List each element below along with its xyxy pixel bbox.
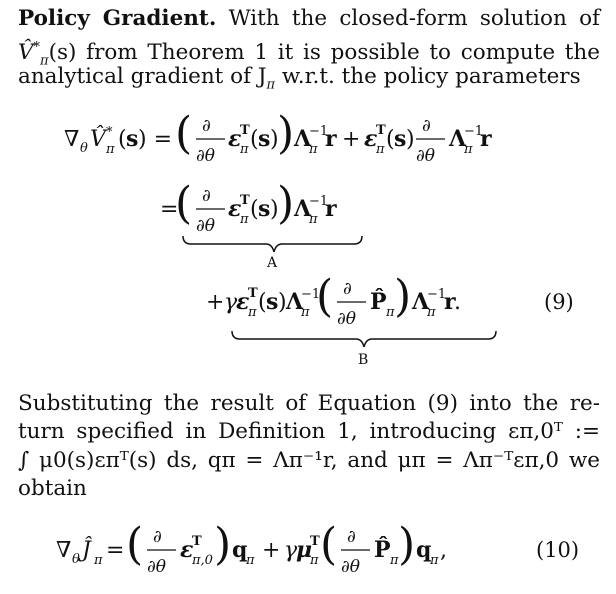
svg-text:+: + [342,127,361,152]
svg-text:(: ( [118,127,127,152]
svg-text:∂: ∂ [347,527,356,547]
svg-text:π: π [301,305,310,320]
svg-text:π: π [240,212,249,227]
svg-text:,: , [440,538,447,563]
svg-text:π: π [464,142,473,157]
svg-text:∂: ∂ [343,279,352,299]
svg-text:∂θ: ∂θ [337,309,357,329]
svg-text:−1: −1 [301,287,321,302]
svg-text:(: ( [258,290,267,315]
svg-text:π: π [386,305,395,320]
equation-number-9: (9) [544,290,574,314]
svg-text:): ) [278,290,287,315]
svg-text:θ: θ [80,141,88,156]
para2-line1-text: Substituting the result of Equation (9) into the re- [18,391,600,416]
svg-text:∇: ∇ [64,127,80,152]
svg-text:Ĵ: Ĵ [82,538,91,563]
svg-text:ε: ε [180,537,194,563]
svg-text:π: π [390,553,399,568]
svg-text:V̂: V̂ [90,127,106,152]
svg-text:(: ( [126,519,144,570]
svg-text:s: s [266,289,279,315]
svg-text:P̂: P̂ [370,289,387,315]
svg-text:*: * [106,125,113,140]
brace-label-a: A [267,255,278,271]
svg-text:γ: γ [284,538,298,563]
svg-text:): ) [214,519,232,570]
svg-text:μ: μ [296,537,313,563]
svg-text:T: T [240,123,250,138]
svg-text:): ) [270,127,279,152]
svg-text:Λ: Λ [294,196,312,222]
svg-text:): ) [270,197,279,222]
svg-text:Λ: Λ [286,289,304,315]
svg-text:π: π [248,305,257,320]
svg-text:∂θ: ∂θ [196,146,216,166]
equation-number-10: (10) [536,538,580,562]
svg-text:π: π [309,212,318,227]
svg-text:=: = [160,197,179,222]
svg-text:∂θ: ∂θ [416,146,436,166]
svg-text:T: T [248,286,258,301]
svg-text:∂: ∂ [422,116,431,136]
svg-text:∂θ: ∂θ [341,557,361,577]
svg-text:(: ( [386,127,395,152]
svg-text:ε: ε [228,196,242,222]
svg-text:): ) [394,271,412,322]
svg-text:s: s [258,196,271,222]
svg-text:r: r [325,126,337,152]
svg-text:s: s [126,126,139,152]
svg-text:r: r [444,289,456,315]
svg-text:(: ( [175,178,193,229]
svg-text:∂: ∂ [202,116,211,136]
svg-text:P̂: P̂ [374,537,391,563]
svg-text:π: π [427,305,436,320]
svg-text:q: q [416,537,432,563]
svg-text:(: ( [250,127,259,152]
svg-text:π: π [94,553,103,568]
section-heading: Policy Gradient. [18,6,217,31]
brace-label-b: B [358,352,369,368]
svg-text:r: r [480,126,492,152]
svg-text:+: + [262,538,281,563]
svg-text:∂: ∂ [153,527,162,547]
svg-text:(: ( [320,519,338,570]
svg-text:r: r [325,196,337,222]
para2-line3-text: ∫ μ0(s)επᵀ(s) ds, qπ = Λπ⁻¹r, and μπ = Λπ⁻ᵀεπ,0 we [18,448,600,473]
svg-text:ε: ε [364,126,378,152]
svg-text:+: + [206,290,225,315]
svg-text:Λ: Λ [449,126,467,152]
para1-line2-text: (s) from Theorem 1 it is possible to compute the [48,40,600,66]
svg-text:.: . [454,290,461,315]
svg-text:∂θ: ∂θ [196,216,216,236]
svg-text:π: π [106,142,115,157]
svg-text:): ) [398,519,416,570]
svg-text:−1: −1 [427,287,447,302]
svg-text:−1: −1 [309,124,329,139]
svg-text:θ: θ [72,552,80,567]
svg-text:T: T [240,193,250,208]
svg-text:s: s [394,126,407,152]
svg-text:ε: ε [236,289,250,315]
svg-text:π: π [246,553,255,568]
para1-line3-text: analytical gradient of J [18,64,267,89]
para2-line2-text: turn specified in Definition 1, introducing επ,0ᵀ := [18,419,600,444]
svg-text:∂θ: ∂θ [147,557,167,577]
svg-text:Λ: Λ [294,126,312,152]
svg-text:π: π [309,142,318,157]
svg-text:(: ( [175,108,193,159]
svg-text:): ) [277,178,295,229]
svg-text:∇: ∇ [56,538,72,563]
v-hat-symbol: $V̂^*_\pi$ [18,40,49,69]
svg-text:=: = [106,538,125,563]
para2-line4-text: obtain [18,476,87,501]
svg-text:): ) [406,127,415,152]
svg-text:π: π [240,142,249,157]
svg-text:π: π [376,142,385,157]
svg-text:−1: −1 [309,194,329,209]
svg-text:ε: ε [228,126,242,152]
svg-text:T: T [310,534,320,549]
svg-text:∂: ∂ [202,186,211,206]
svg-text:s: s [258,126,271,152]
svg-text:(: ( [316,271,334,322]
svg-text:) =: ) = [138,127,173,152]
svg-text:T: T [192,534,202,549]
para1-line3: analytical gradient of $J_\pi$ w.r.t. the policy parameters [18,64,581,93]
svg-text:T: T [376,123,386,138]
para1-line1-text: With the closed-form solution of [216,6,600,31]
para1-line3-rest: w.r.t. the policy parameters [275,64,581,89]
svg-text:γ: γ [224,290,238,315]
svg-text:(: ( [250,197,259,222]
svg-text:): ) [277,108,295,159]
svg-text:q: q [232,537,248,563]
svg-text:π,0: π,0 [192,553,213,568]
svg-text:π: π [430,553,439,568]
svg-text:Λ: Λ [412,289,430,315]
svg-text:−1: −1 [464,124,484,139]
svg-text:π: π [310,553,319,568]
